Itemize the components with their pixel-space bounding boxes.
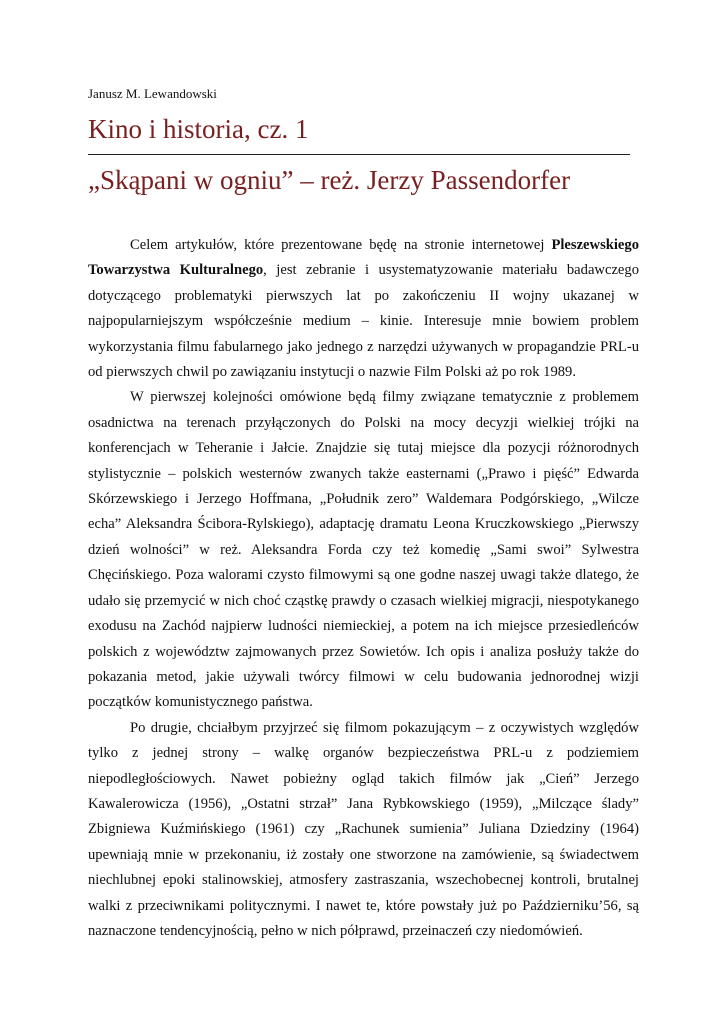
- paragraph-1-rest: , jest zebranie i usystematyzowanie materiału badawczego dotyczącego problematyki pierwszych lat po zakończeniu II wojny ukazanej w najpopularniejszym współcześnie medium – kinie. Interesuje mnie bowiem problem wykorzystania filmu fabularnego jako jednego z narzędzi używanych w propagandzie PRL-u od pierwszych chwil po zawiązaniu instytucji o nazwie Film Polski aż po rok 1989.: [88, 262, 640, 381]
- organization-name: Pleszewskiego Towarzystwa Kulturalnego: [88, 237, 639, 279]
- title-divider: [88, 154, 630, 155]
- article-subtitle: „Skąpani w ogniu” – reż. Jerzy Passendorfer: [88, 165, 571, 195]
- paragraph-3: Po drugie, chciałbym przyjrzeć się filmom pokazującym – z oczywistych względów tylko z jednej strony – walkę organów bezpieczeństwa PRL-u z podziemiem niepodległościowych. Nawet pobieżny ogląd takich filmów jak „Cień” Jerzego Kawalerowicza (1956), „Ostatni strzał” Jana Rybkowskiego (1959), „Milczące ślady” Zbigniewa Kuźmińskiego (1961) czy „Rachunek sumienia” Juliana Dziedziny (1964) upewniają mnie w przekonaniu, iż zostały one stworzone na zamówienie, są świadectwem niechlubnej epoki stalinowskiej, atmosfery zastraszania, wszechobecnej kontroli, brutalnej walki z przeciwnikami politycznymi. I nawet te, które powstały już po Październiku’56, są naznaczone tendencyjnością, pełno w nich półprawd, przeinaczeń czy niedomówień.: [88, 719, 639, 939]
- paragraph-2: W pierwszej kolejności omówione będą filmy związane tematycznie z problemem osadnictwa na terenach przyłączonych do Polski na mocy decyzji wielkiej trójki na konferencjach w Teheranie i Jałcie. Znajdzie się tutaj miejsce dla pozycji różnorodnych stylistycznie – polskich westernów zwanych także easternami („Prawo i pięść” Edwarda Skórzewskiego i Jerzego Hoffmana, „Południk zero” Waldemara Podgórskiego, „Wilcze echa” Aleksandra Ścibora-Rylskiego), adaptację dramatu Leona Kruczkowskiego „Pierwszy dzień wolności” w reż. Aleksandra Forda czy też komedię „Sami swoi” Sylwestra Chęcińskiego. Poza walorami czysto filmowymi są one godne naszej uwagi także dlatego, że udało się przemycić w nich choć cząstkę prawdy o czasach wielkiej migracji, niespotykanego exodusu na Zachód najpierw ludności niemieckiej, a potem na ich miejsce przesiedleńców polskich z województw zajmowanych przez Sowietów. Ich opis i analiza posłuży także do pokazania metod, jakie używali twórcy filmowi w celu budowania jednorodnej wizji początków komunistycznego państwa.: [88, 389, 639, 711]
- paragraph-1: [88, 233, 639, 385]
- article-body: [88, 233, 639, 944]
- paragraph-1-lead: Celem artykułów, które prezentowane będę na stronie internetowej: [130, 237, 552, 253]
- article-title: Kino i historia, cz. 1: [88, 114, 309, 144]
- author-name: Janusz M. Lewandowski: [88, 86, 217, 101]
